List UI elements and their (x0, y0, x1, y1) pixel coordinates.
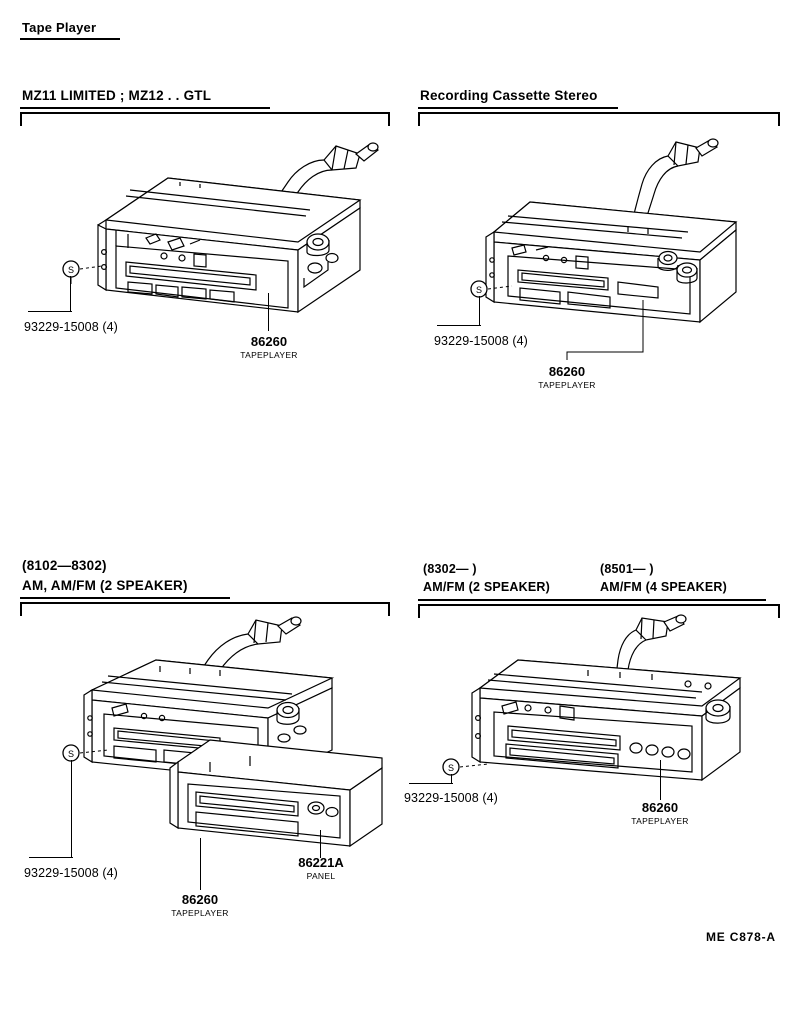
section-bracket-top-recording (418, 112, 780, 114)
svg-text:S: S (475, 285, 483, 295)
tapeplayer-illustration-mz11 (60, 130, 390, 340)
part-leader-amfm (660, 760, 661, 800)
screw-leader-vert-am2speaker (71, 760, 72, 858)
tapeplayer-illustration-am2speaker (60, 612, 400, 862)
section-heading-recording: Recording Cassette Stereo (420, 88, 598, 103)
screw-marker-mz11 (60, 258, 180, 284)
section-heading2-amfm-4: AM/FM (4 SPEAKER) (600, 580, 728, 594)
part-leader-recording (555, 300, 665, 370)
section-heading-amfm-4: (8501— ) (600, 562, 654, 576)
section-heading2-am2speaker: AM, AM/FM (2 SPEAKER) (22, 578, 188, 593)
section-bracket-top-mz11 (20, 112, 390, 114)
panel-leader-am2speaker (320, 830, 321, 858)
section-heading2-amfm-2: AM/FM (2 SPEAKER) (423, 580, 551, 594)
section-rule-am2speaker (20, 597, 230, 599)
part-name-am2speaker: TAPEPLAYER (171, 908, 229, 918)
screw-callout-mz11: 93229-15008 (4) (24, 320, 118, 334)
svg-text:S: S (67, 749, 75, 759)
section-bracket-left-recording (418, 112, 420, 126)
screw-leader-horz-am2speaker (29, 857, 73, 858)
screw-marker-amfm (440, 756, 500, 780)
section-bracket-right-mz11 (388, 112, 390, 126)
panel-part-number-am2speaker: 86221A (298, 855, 344, 870)
screw-callout-recording: 93229-15008 (4) (434, 334, 528, 348)
part-name-recording: TAPEPLAYER (538, 380, 596, 390)
part-name-amfm: TAPEPLAYER (631, 816, 689, 826)
screw-leader-horz-amfm (409, 783, 453, 784)
document-id: ME C878-A (706, 930, 776, 944)
screw-leader-horz-mz11 (28, 311, 72, 312)
svg-text:S: S (447, 763, 455, 773)
tapeplayer-illustration-amfm (440, 612, 770, 812)
section-bracket-left-amfm (418, 604, 420, 618)
section-bracket-right-amfm (778, 604, 780, 618)
section-bracket-top-amfm (418, 604, 780, 606)
section-heading-amfm-2: (8302— ) (423, 562, 477, 576)
section-bracket-right-recording (778, 112, 780, 126)
page-title-underline (20, 38, 120, 40)
section-rule-mz11 (20, 107, 270, 109)
part-number-am2speaker: 86260 (181, 892, 219, 907)
svg-text:S: S (67, 265, 75, 275)
screw-callout-am2speaker: 93229-15008 (4) (24, 866, 118, 880)
panel-part-name-am2speaker: PANEL (306, 871, 336, 881)
section-bracket-top-am2speaker (20, 602, 390, 604)
screw-leader-vert-mz11 (70, 276, 71, 312)
section-heading-mz11: MZ11 LIMITED ; MZ12 . . GTL (22, 88, 212, 103)
page-title: Tape Player (22, 20, 97, 35)
part-name-mz11: TAPEPLAYER (240, 350, 298, 360)
part-number-amfm: 86260 (641, 800, 679, 815)
part-number-mz11: 86260 (250, 334, 288, 349)
section-rule-amfm (418, 599, 766, 601)
section-rule-recording (418, 107, 618, 109)
part-leader-am2speaker (200, 838, 201, 890)
section-heading-am2speaker: (8102—8302) (22, 558, 107, 573)
screw-leader-horz-recording (437, 325, 481, 326)
screw-leader-vert-recording (479, 296, 480, 326)
screw-marker-recording (468, 278, 528, 302)
section-bracket-left-mz11 (20, 112, 22, 126)
part-number-recording: 86260 (548, 364, 586, 379)
part-leader-mz11 (268, 293, 269, 331)
section-bracket-left-am2speaker (20, 602, 22, 616)
screw-callout-amfm: 93229-15008 (4) (404, 791, 498, 805)
